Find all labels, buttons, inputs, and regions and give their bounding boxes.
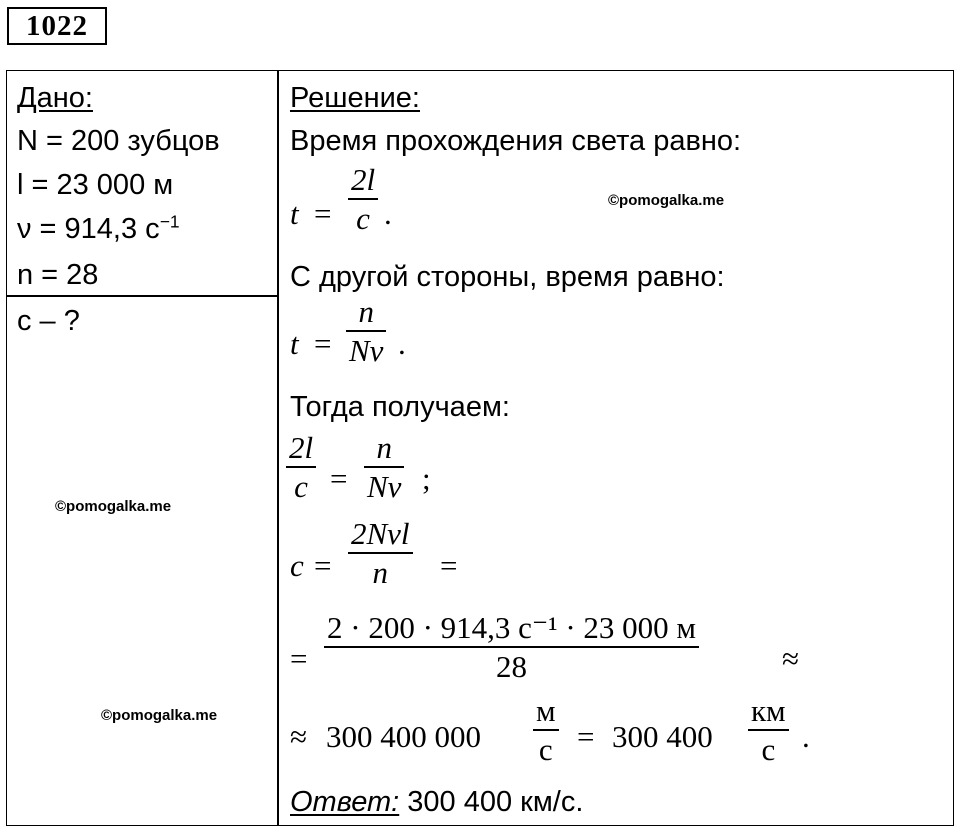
watermark: ©pomogalka.me [55,498,172,515]
fraction-bar [346,330,386,332]
given-n: n = 28 [17,259,99,291]
numerator: n [376,430,392,465]
fraction-bar [324,646,699,648]
denominator: 28 [496,649,527,684]
numerator: 2l [289,430,314,465]
fraction-n-over-Nv [346,296,386,366]
given-divider [6,295,278,297]
answer-label: Ответ: [290,786,400,818]
fraction-bar [364,466,404,468]
find-c: с – ? [17,305,80,337]
result-m-per-s: 300 400 000 [326,719,481,754]
denominator: c [294,469,308,504]
fraction-numeric [324,612,699,682]
denominator: с [538,732,553,767]
fraction-bar [348,198,378,200]
equals-sign: = [330,461,348,496]
equals-sign: = [577,719,595,754]
given-n-teeth: N = 200 зубцов [17,125,220,157]
problem-number: 1022 [7,7,107,45]
solution-header: Решение: [290,82,420,114]
formula-t: t [290,326,299,361]
fraction-2l-over-c [286,432,316,502]
period: . [802,719,810,754]
fraction-bar [748,729,789,731]
numerator: 2l [351,162,376,197]
answer-value: 300 400 км/с. [399,786,584,818]
numerator: 2Nνl [351,516,410,551]
unit-km-per-s [748,695,789,765]
numerator: км [751,693,786,728]
semicolon: ; [422,461,431,496]
equals-sign: = [314,326,332,361]
approx-sign: ≈ [782,641,800,676]
equals-sign: = [440,548,458,583]
denominator: Nν [349,333,384,368]
numerator: 2 · 200 · 914,3 с⁻¹ · 23 000 м [327,610,697,645]
period: . [398,326,406,361]
fraction-bar [286,466,316,468]
equals-sign: = [290,641,308,676]
fraction-n-over-Nv [364,432,404,502]
formula-c: c [290,548,304,583]
solution-line-3: Тогда получаем: [290,391,510,423]
denominator: Nν [367,469,402,504]
period: . [384,196,392,231]
answer-line [290,788,583,817]
result-km-per-s: 300 400 [612,719,713,754]
fraction-2Nvl-over-n [348,518,413,588]
watermark: ©pomogalka.me [608,192,725,209]
given-frequency: ν = 914,3 $с^{-1}$ [17,211,180,245]
column-divider [277,70,279,826]
unit-m-per-s [533,695,559,765]
given-length: l = 23 000 м [17,169,174,201]
formula-t: t [290,196,299,231]
fraction-2l-over-c [348,164,378,234]
fraction-bar [533,729,559,731]
watermark: ©pomogalka.me [101,707,218,724]
denominator: n [372,555,389,590]
given-header: Дано: [17,82,93,114]
denominator: c [356,201,370,236]
solution-line-2: С другой стороны, время равно: [290,261,725,293]
fraction-bar [348,552,413,554]
equals-sign: = [314,196,332,231]
numerator: м [536,693,556,728]
denominator: с [761,732,776,767]
equals-sign: = [314,548,332,583]
approx-sign: ≈ [290,719,308,754]
numerator: n [358,294,374,329]
solution-line-1: Время прохождения света равно: [290,125,742,157]
